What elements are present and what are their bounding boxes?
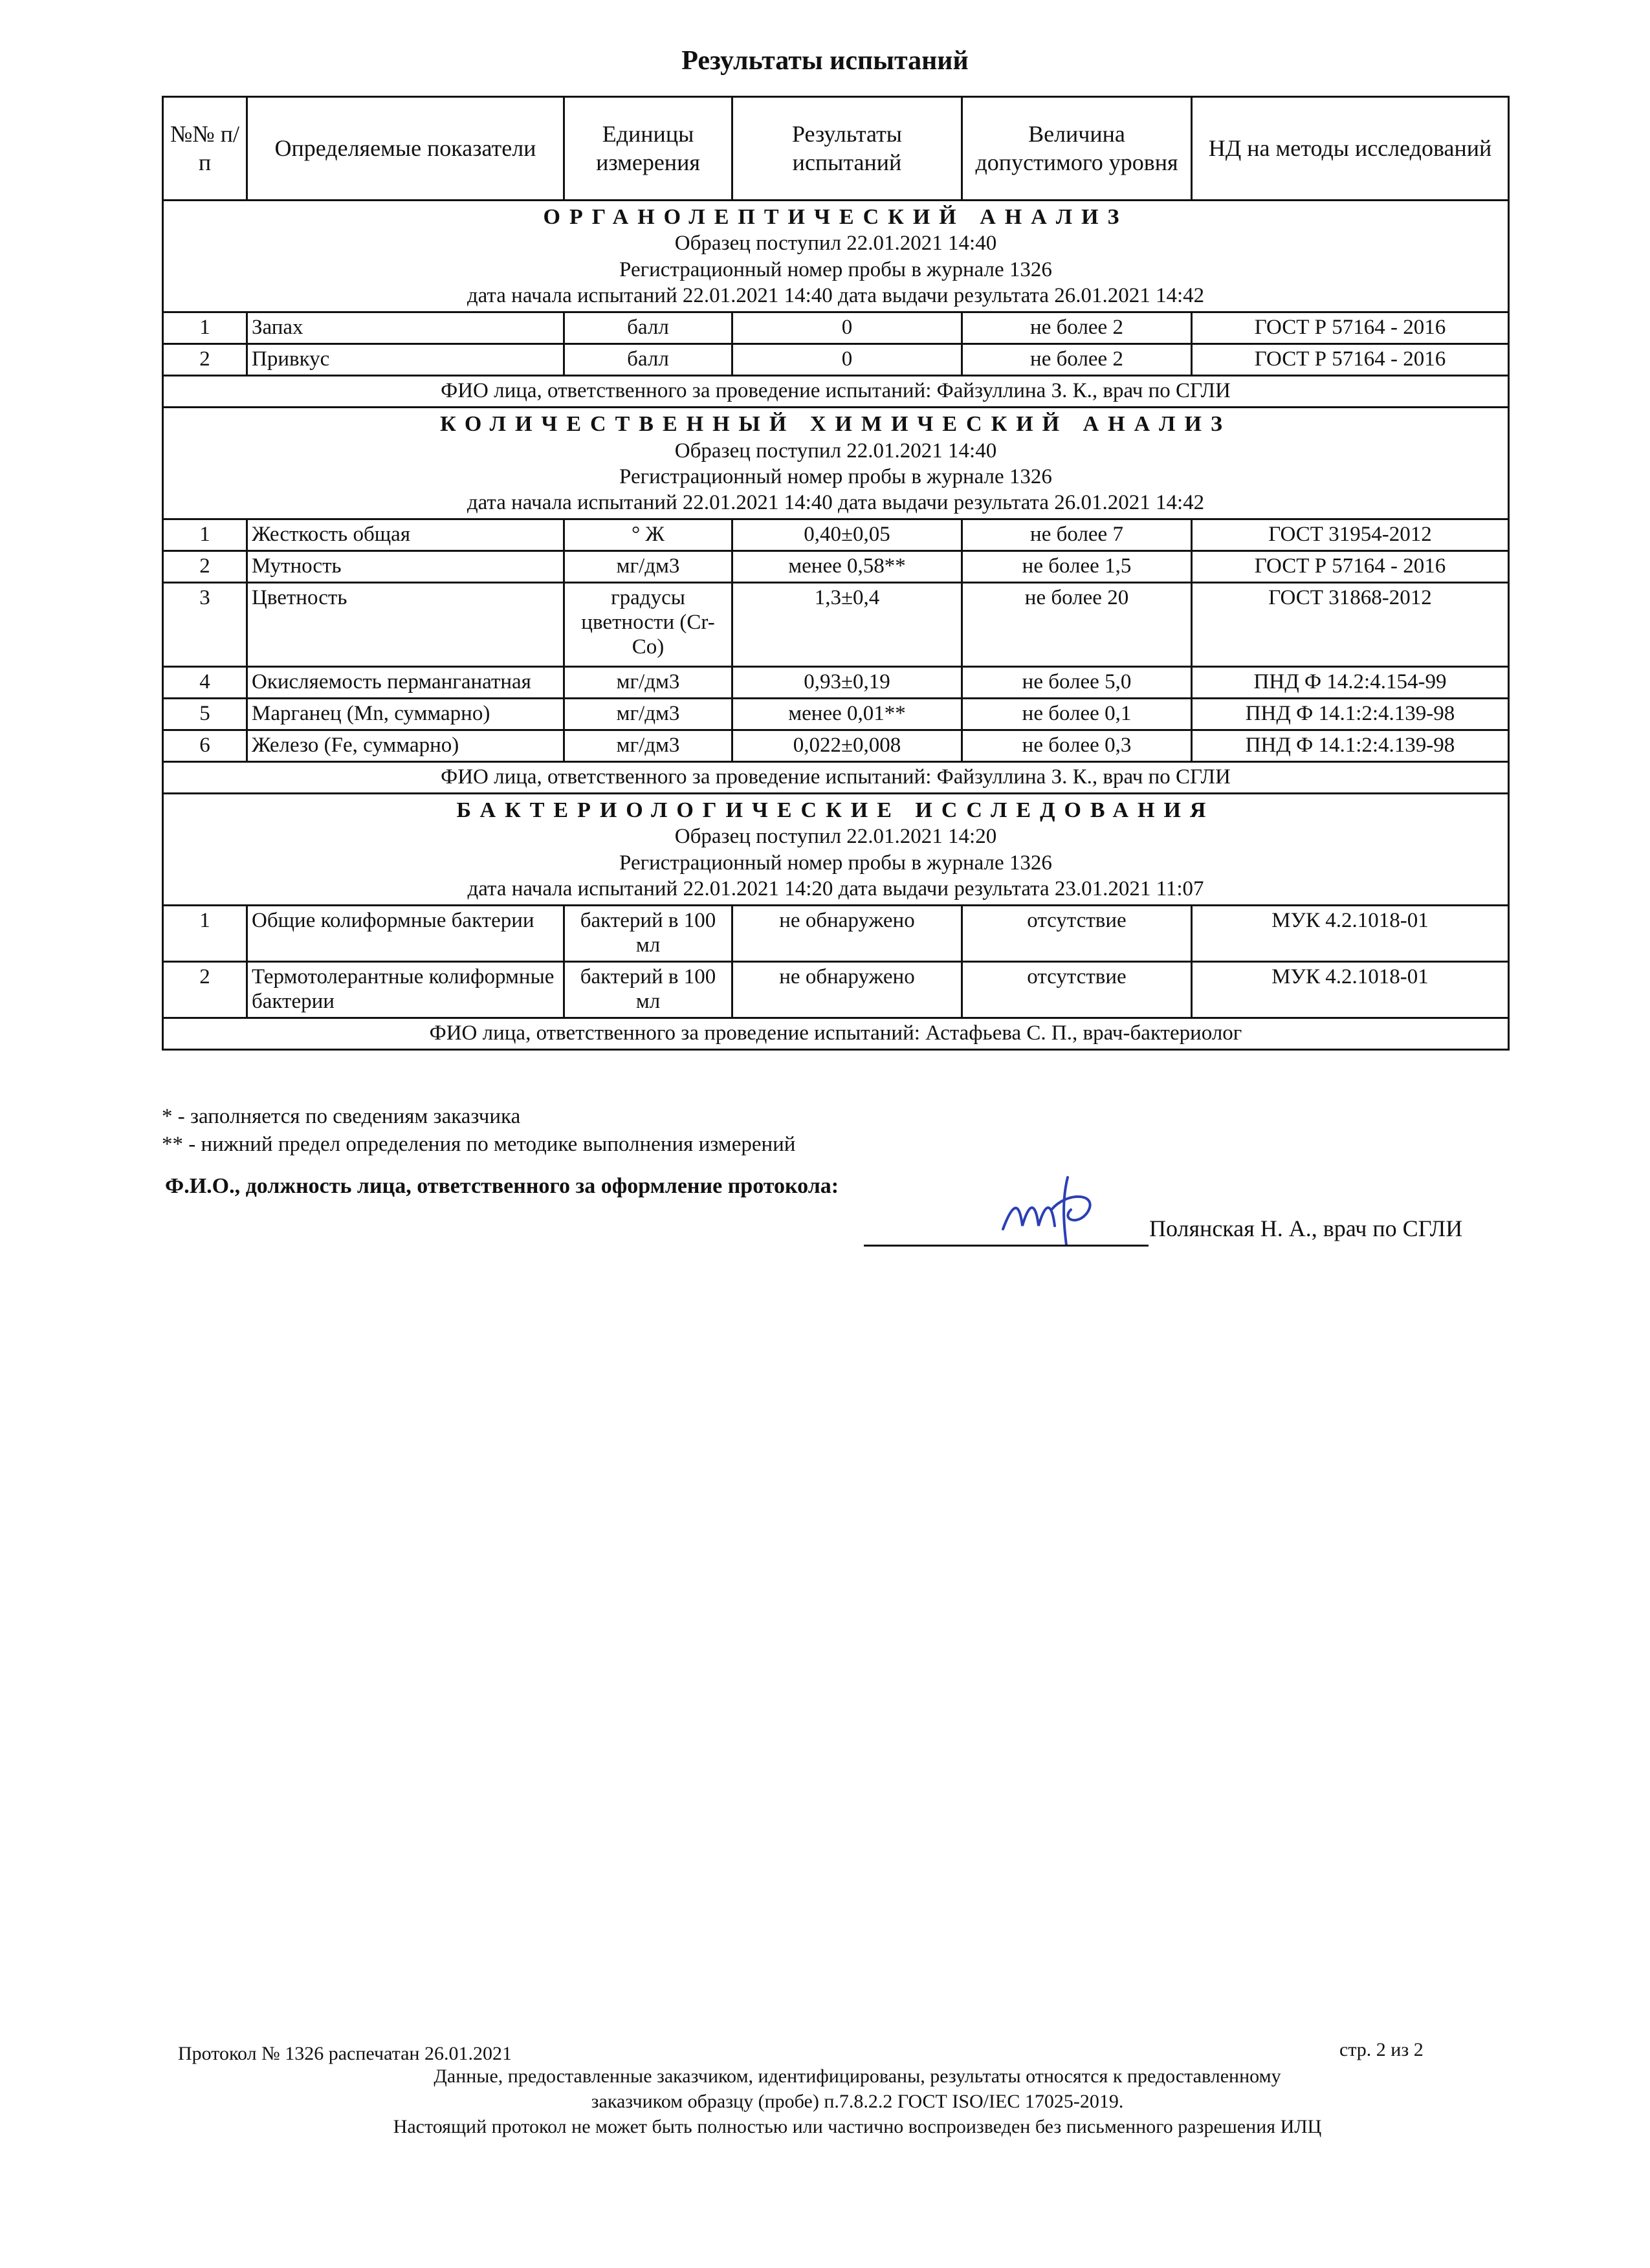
table-row bbox=[163, 312, 1509, 344]
row-num: 1 bbox=[163, 312, 247, 344]
row-indicator: Термотолерантные колиформные бактерии bbox=[247, 961, 564, 1018]
header-num: №№ п/п bbox=[163, 97, 247, 201]
row-method: ГОСТ 31954-2012 bbox=[1192, 519, 1509, 551]
row-num: 1 bbox=[163, 519, 247, 551]
row-result: 1,3±0,4 bbox=[732, 583, 962, 667]
responsible-row bbox=[163, 761, 1509, 793]
registration-number: Регистрационный номер пробы в журнале 1326 bbox=[619, 257, 1052, 281]
section-title: КОЛИЧЕСТВЕННЫЙ ХИМИЧЕСКИЙ АНАЛИЗ bbox=[440, 412, 1231, 437]
row-num: 3 bbox=[163, 583, 247, 667]
header-units: Единицы измерения bbox=[564, 97, 732, 201]
row-method: ГОСТ Р 57164 - 2016 bbox=[1192, 344, 1509, 376]
row-unit: ° Ж bbox=[564, 519, 732, 551]
row-indicator: Жесткость общая bbox=[247, 519, 564, 551]
section-header-bacteriological bbox=[163, 793, 1509, 905]
registration-number: Регистрационный номер пробы в журнале 1326 bbox=[619, 464, 1052, 488]
footer-line: Данные, предоставленные заказчиком, идентифицированы, результаты относятся к предоставленному bbox=[434, 2066, 1281, 2087]
row-limit: не более 0,1 bbox=[962, 699, 1192, 730]
footer-protocol-info: Протокол № 1326 распечатан 26.01.2021 bbox=[178, 2043, 512, 2064]
row-unit: мг/дм3 bbox=[564, 551, 732, 583]
section-header-organoleptic bbox=[163, 201, 1509, 312]
row-indicator: Железо (Fe, суммарно) bbox=[247, 730, 564, 762]
row-unit: градусы цветности (Cr-Co) bbox=[564, 583, 732, 667]
row-indicator: Окисляемость перманганатная bbox=[247, 667, 564, 699]
row-unit: бактерий в 100 мл bbox=[564, 906, 732, 962]
row-limit: не более 2 bbox=[962, 312, 1192, 344]
row-num: 2 bbox=[163, 344, 247, 376]
results-table bbox=[162, 96, 1510, 1051]
row-unit: мг/дм3 bbox=[564, 730, 732, 762]
responsible-row bbox=[163, 1018, 1509, 1049]
row-indicator: Цветность bbox=[247, 583, 564, 667]
table-header-row bbox=[163, 97, 1509, 201]
row-num: 6 bbox=[163, 730, 247, 762]
row-num: 2 bbox=[163, 551, 247, 583]
test-dates: дата начала испытаний 22.01.2021 14:20 дата выдачи результата 23.01.2021 11:07 bbox=[467, 877, 1204, 900]
row-result: не обнаружено bbox=[732, 906, 962, 962]
section-header-chemical bbox=[163, 408, 1509, 519]
row-indicator: Общие колиформные бактерии bbox=[247, 906, 564, 962]
row-result: 0,93±0,19 bbox=[732, 667, 962, 699]
document-title: Результаты испытаний bbox=[681, 46, 969, 76]
section-title: БАКТЕРИОЛОГИЧЕСКИЕ ИССЛЕДОВАНИЯ bbox=[456, 798, 1215, 822]
sample-received: Образец поступил 22.01.2021 14:40 bbox=[674, 232, 997, 256]
table-row bbox=[163, 344, 1509, 376]
footer-disclaimer bbox=[226, 2064, 1488, 2139]
table-row bbox=[163, 519, 1509, 551]
responsible-person: ФИО лица, ответственного за проведение испытаний: Файзуллина З. К., врач по СГЛИ bbox=[163, 761, 1509, 793]
row-method: МУК 4.2.1018-01 bbox=[1192, 961, 1509, 1018]
table-row bbox=[163, 667, 1509, 699]
row-method: МУК 4.2.1018-01 bbox=[1192, 906, 1509, 962]
table-row bbox=[163, 699, 1509, 730]
row-unit: мг/дм3 bbox=[564, 667, 732, 699]
handwritten-signature bbox=[990, 1164, 1132, 1248]
row-result: менее 0,58** bbox=[732, 551, 962, 583]
test-dates: дата начала испытаний 22.01.2021 14:40 дата выдачи результата 26.01.2021 14:42 bbox=[467, 283, 1205, 307]
table-row bbox=[163, 961, 1509, 1018]
page-number: стр. 2 из 2 bbox=[1339, 2039, 1424, 2060]
row-unit: бактерий в 100 мл bbox=[564, 961, 732, 1018]
row-limit: не более 1,5 bbox=[962, 551, 1192, 583]
row-result: 0 bbox=[732, 312, 962, 344]
row-num: 1 bbox=[163, 906, 247, 962]
row-num: 2 bbox=[163, 961, 247, 1018]
section-title: ОРГАНОЛЕПТИЧЕСКИЙ АНАЛИЗ bbox=[543, 205, 1128, 229]
footer-line: Настоящий протокол не может быть полностью или частично воспроизведен без письменного разрешения ИЛЦ bbox=[393, 2116, 1322, 2137]
table-row bbox=[163, 906, 1509, 962]
row-limit: не более 20 bbox=[962, 583, 1192, 667]
test-dates: дата начала испытаний 22.01.2021 14:40 дата выдачи результата 26.01.2021 14:42 bbox=[467, 491, 1205, 514]
row-unit: балл bbox=[564, 344, 732, 376]
row-num: 4 bbox=[163, 667, 247, 699]
row-limit: не более 0,3 bbox=[962, 730, 1192, 762]
responsible-signatory: Полянская Н. А., врач по СГЛИ bbox=[1149, 1216, 1463, 1241]
row-indicator: Мутность bbox=[247, 551, 564, 583]
row-method: ПНД Ф 14.2:4.154-99 bbox=[1192, 667, 1509, 699]
row-method: ГОСТ 31868-2012 bbox=[1192, 583, 1509, 667]
row-result: 0,40±0,05 bbox=[732, 519, 962, 551]
row-limit: отсутствие bbox=[962, 961, 1192, 1018]
header-limit: Величина допустимого уровня bbox=[962, 97, 1192, 201]
row-limit: не более 5,0 bbox=[962, 667, 1192, 699]
row-indicator: Марганец (Mn, суммарно) bbox=[247, 699, 564, 730]
row-limit: не более 2 bbox=[962, 344, 1192, 376]
signature-line bbox=[864, 1245, 1149, 1247]
table-row bbox=[163, 551, 1509, 583]
footnote-customer: * - заполняется по сведениям заказчика bbox=[162, 1105, 521, 1128]
row-result: 0,022±0,008 bbox=[732, 730, 962, 762]
row-limit: отсутствие bbox=[962, 906, 1192, 962]
row-indicator: Привкус bbox=[247, 344, 564, 376]
header-results: Результаты испытаний bbox=[732, 97, 962, 201]
table-row bbox=[163, 730, 1509, 762]
row-method: ПНД Ф 14.1:2:4.139-98 bbox=[1192, 699, 1509, 730]
row-method: ГОСТ Р 57164 - 2016 bbox=[1192, 312, 1509, 344]
table-row bbox=[163, 583, 1509, 667]
row-method: ПНД Ф 14.1:2:4.139-98 bbox=[1192, 730, 1509, 762]
footnotes bbox=[162, 1103, 795, 1159]
signature-label: Ф.И.О., должность лица, ответственного за оформление протокола: bbox=[165, 1174, 839, 1198]
header-method: НД на методы исследований bbox=[1192, 97, 1509, 201]
footer-line: заказчиком образцу (пробе) п.7.8.2.2 ГОСТ ISO/IEC 17025-2019. bbox=[591, 2091, 1124, 2112]
row-result: 0 bbox=[732, 344, 962, 376]
row-limit: не более 7 bbox=[962, 519, 1192, 551]
row-method: ГОСТ Р 57164 - 2016 bbox=[1192, 551, 1509, 583]
sample-received: Образец поступил 22.01.2021 14:20 bbox=[674, 825, 997, 849]
row-result: менее 0,01** bbox=[732, 699, 962, 730]
row-indicator: Запах bbox=[247, 312, 564, 344]
header-indicator: Определяемые показатели bbox=[247, 97, 564, 201]
responsible-person: ФИО лица, ответственного за проведение испытаний: Файзуллина З. К., врач по СГЛИ bbox=[163, 376, 1509, 408]
responsible-person: ФИО лица, ответственного за проведение испытаний: Астафьева С. П., врач-бактериолог bbox=[163, 1018, 1509, 1049]
footnote-lower-limit: ** - нижний предел определения по методике выполнения измерений bbox=[162, 1132, 796, 1156]
row-num: 5 bbox=[163, 699, 247, 730]
registration-number: Регистрационный номер пробы в журнале 1326 bbox=[619, 851, 1052, 875]
sample-received: Образец поступил 22.01.2021 14:40 bbox=[674, 439, 997, 463]
row-unit: балл bbox=[564, 312, 732, 344]
row-unit: мг/дм3 bbox=[564, 699, 732, 730]
responsible-row bbox=[163, 376, 1509, 408]
row-result: не обнаружено bbox=[732, 961, 962, 1018]
